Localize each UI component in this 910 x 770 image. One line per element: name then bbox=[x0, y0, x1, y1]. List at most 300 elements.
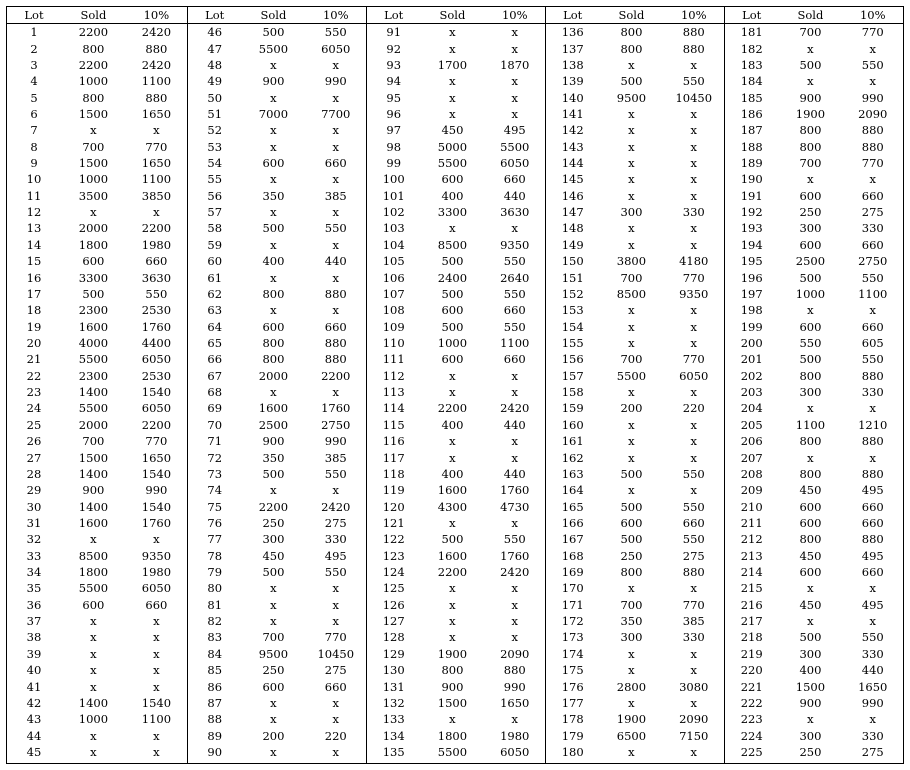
pct-cell: 880 bbox=[503, 663, 526, 678]
table-row bbox=[188, 678, 366, 694]
lot-cell: 46 bbox=[207, 25, 223, 40]
sold-cell: x bbox=[449, 368, 456, 383]
pct-cell: 2200 bbox=[141, 221, 172, 236]
lot-cell: 151 bbox=[561, 270, 584, 285]
table-row bbox=[188, 106, 366, 122]
table-row bbox=[188, 24, 366, 41]
lot-cell: 15 bbox=[26, 254, 42, 269]
table-row bbox=[725, 368, 903, 384]
lot-cell: 90 bbox=[207, 744, 223, 759]
sold-cell: x bbox=[270, 695, 277, 710]
sold-cell: x bbox=[628, 57, 635, 72]
table-row bbox=[367, 711, 545, 727]
lot-cell: 119 bbox=[382, 483, 405, 498]
table-row bbox=[7, 24, 187, 41]
lot-cell: 180 bbox=[561, 744, 584, 759]
table-row bbox=[546, 171, 724, 187]
pct-cell: 550 bbox=[324, 565, 347, 580]
lot-cell: 106 bbox=[382, 270, 405, 285]
sold-cell: x bbox=[449, 515, 456, 530]
pct-cell: 7150 bbox=[679, 728, 709, 743]
sold-cell: 250 bbox=[262, 663, 285, 678]
table-row bbox=[725, 122, 903, 138]
table-row bbox=[546, 318, 724, 334]
lot-cell: 27 bbox=[26, 450, 42, 465]
sold-cell: 500 bbox=[799, 630, 822, 645]
table-row bbox=[725, 73, 903, 89]
pct-cell: x bbox=[153, 630, 160, 645]
pct-cell: 440 bbox=[503, 417, 526, 432]
sold-cell: x bbox=[270, 385, 277, 400]
pct-cell: x bbox=[690, 156, 697, 171]
sold-cell: x bbox=[807, 712, 814, 727]
table-row bbox=[7, 89, 187, 105]
sold-cell: 2500 bbox=[795, 254, 826, 269]
pct-cell: x bbox=[690, 106, 697, 121]
table-row bbox=[7, 122, 187, 138]
sold-cell: 300 bbox=[620, 630, 643, 645]
table-row bbox=[188, 253, 366, 269]
sold-cell: 350 bbox=[262, 450, 285, 465]
pct-cell: 7700 bbox=[321, 106, 351, 121]
pct-cell: x bbox=[869, 614, 876, 629]
lot-cell: 169 bbox=[561, 565, 584, 580]
lot-cell: 203 bbox=[740, 385, 763, 400]
pct-cell: x bbox=[690, 663, 697, 678]
lot-cell: 133 bbox=[382, 712, 405, 727]
pct-header: 10% bbox=[484, 7, 545, 24]
table-row bbox=[7, 204, 187, 220]
lot-cell: 224 bbox=[740, 728, 763, 743]
pct-cell: x bbox=[690, 744, 697, 759]
lot-cell: 158 bbox=[561, 385, 584, 400]
table-row bbox=[546, 286, 724, 302]
lot-cell: 54 bbox=[207, 156, 223, 171]
sold-cell: 400 bbox=[262, 254, 285, 269]
sold-cell: 800 bbox=[262, 336, 285, 350]
pct-cell: x bbox=[332, 614, 339, 629]
sold-cell: 800 bbox=[799, 139, 822, 154]
lot-cell: 10 bbox=[26, 172, 42, 187]
sold-cell: x bbox=[449, 106, 456, 121]
sold-cell: x bbox=[270, 57, 277, 72]
lot-cell: 113 bbox=[382, 385, 405, 400]
table-row bbox=[7, 57, 187, 73]
pct-cell: 3630 bbox=[500, 205, 530, 220]
lot-cell: 100 bbox=[382, 172, 405, 187]
lot-cell: 98 bbox=[386, 139, 402, 154]
table-row bbox=[367, 24, 545, 41]
sold-cell: 600 bbox=[262, 679, 285, 694]
lot-table bbox=[725, 7, 903, 760]
table-row bbox=[725, 580, 903, 596]
pct-cell: x bbox=[332, 172, 339, 187]
lot-cell: 32 bbox=[26, 532, 42, 547]
lot-cell: 209 bbox=[740, 483, 763, 498]
sold-cell: x bbox=[807, 74, 814, 89]
table-row bbox=[546, 629, 724, 645]
table-row bbox=[725, 384, 903, 400]
pct-cell: 660 bbox=[503, 303, 526, 318]
pct-cell: 550 bbox=[503, 254, 526, 269]
lot-cell: 221 bbox=[740, 679, 763, 694]
pct-cell: x bbox=[690, 221, 697, 236]
pct-cell: 1650 bbox=[141, 450, 172, 465]
lot-cell: 201 bbox=[740, 352, 763, 367]
sold-cell: 700 bbox=[262, 630, 285, 645]
lot-cell: 147 bbox=[561, 205, 584, 220]
sold-cell: 300 bbox=[799, 385, 822, 400]
sold-cell: 800 bbox=[799, 532, 822, 547]
pct-cell: x bbox=[690, 385, 697, 400]
pct-cell: 880 bbox=[861, 123, 884, 138]
sold-cell: 500 bbox=[620, 74, 643, 89]
sold-cell: 600 bbox=[799, 237, 822, 252]
pct-cell: 770 bbox=[145, 139, 168, 154]
pct-cell: 660 bbox=[861, 499, 884, 514]
lot-cell: 187 bbox=[740, 123, 763, 138]
pct-cell: 1760 bbox=[500, 548, 530, 563]
sold-cell: x bbox=[807, 614, 814, 629]
table-row bbox=[725, 548, 903, 564]
lot-cell: 216 bbox=[740, 597, 763, 612]
sold-cell: x bbox=[628, 156, 635, 171]
lot-cell: 182 bbox=[740, 41, 763, 56]
pct-cell: 990 bbox=[861, 90, 884, 105]
sold-cell: 1500 bbox=[78, 450, 109, 465]
sold-cell: x bbox=[449, 385, 456, 400]
lot-cell: 112 bbox=[382, 368, 405, 383]
lot-cell: 193 bbox=[740, 221, 763, 236]
pct-cell: 880 bbox=[324, 352, 347, 367]
pct-cell: x bbox=[153, 663, 160, 678]
table-row bbox=[7, 646, 187, 662]
sold-cell: 1000 bbox=[795, 286, 826, 301]
sold-cell: 1900 bbox=[437, 646, 468, 661]
lot-cell: 108 bbox=[382, 303, 405, 318]
table-row bbox=[546, 220, 724, 236]
pct-cell: 9350 bbox=[141, 548, 172, 563]
pct-cell: x bbox=[869, 581, 876, 596]
sold-cell: 300 bbox=[799, 728, 822, 743]
sold-cell: 700 bbox=[82, 139, 105, 154]
sold-cell: x bbox=[270, 90, 277, 105]
pct-cell: 880 bbox=[682, 41, 705, 56]
pct-cell: x bbox=[690, 139, 697, 154]
table-row bbox=[7, 351, 187, 367]
lot-cell: 37 bbox=[26, 614, 42, 629]
pct-cell: 495 bbox=[503, 123, 526, 138]
sold-header: Sold bbox=[778, 7, 842, 24]
sold-cell: 800 bbox=[620, 565, 643, 580]
table-row bbox=[725, 106, 903, 122]
table-row bbox=[188, 188, 366, 204]
table-row bbox=[188, 597, 366, 613]
lot-cell: 78 bbox=[207, 548, 223, 563]
table-row bbox=[725, 662, 903, 678]
sold-cell: 5500 bbox=[78, 581, 109, 596]
table-row bbox=[367, 237, 545, 253]
table-row bbox=[188, 580, 366, 596]
lot-cell: 82 bbox=[207, 614, 223, 629]
lot-cell: 9 bbox=[30, 156, 38, 171]
table-row bbox=[188, 204, 366, 220]
pct-cell: x bbox=[153, 744, 160, 759]
sold-cell: x bbox=[270, 581, 277, 596]
table-row bbox=[188, 646, 366, 662]
pct-cell: 990 bbox=[503, 679, 526, 694]
sold-cell: 900 bbox=[441, 679, 464, 694]
lot-cell: 204 bbox=[740, 401, 763, 416]
sold-cell: 500 bbox=[262, 565, 285, 580]
table-row bbox=[367, 155, 545, 171]
pct-cell: 6050 bbox=[321, 41, 351, 56]
pct-cell: 1100 bbox=[141, 712, 172, 727]
table-row bbox=[546, 40, 724, 56]
sold-cell: 800 bbox=[799, 434, 822, 449]
lot-cell: 84 bbox=[207, 646, 223, 661]
lot-cell: 24 bbox=[26, 401, 42, 416]
sold-cell: 900 bbox=[82, 483, 105, 498]
table-row bbox=[367, 498, 545, 514]
sold-cell: 200 bbox=[620, 401, 643, 416]
pct-cell: 550 bbox=[682, 74, 705, 89]
table-row bbox=[188, 564, 366, 580]
sold-cell: 500 bbox=[82, 286, 105, 301]
sold-cell: 2000 bbox=[78, 417, 109, 432]
pct-cell: x bbox=[332, 581, 339, 596]
sold-cell: 1800 bbox=[437, 728, 468, 743]
sold-cell: 3800 bbox=[616, 254, 647, 269]
lot-cell: 38 bbox=[26, 630, 42, 645]
lot-cell: 101 bbox=[382, 188, 405, 203]
lot-cell: 61 bbox=[207, 270, 223, 285]
table-row bbox=[546, 449, 724, 465]
pct-cell: 2090 bbox=[500, 646, 530, 661]
pct-cell: x bbox=[869, 450, 876, 465]
table-row bbox=[725, 466, 903, 482]
sold-cell: 5500 bbox=[437, 156, 468, 171]
pct-cell: x bbox=[690, 417, 697, 432]
lot-cell: 219 bbox=[740, 646, 763, 661]
pct-cell: x bbox=[511, 515, 518, 530]
pct-cell: 6050 bbox=[679, 368, 709, 383]
sold-cell: 6500 bbox=[616, 728, 647, 743]
pct-cell: 880 bbox=[682, 25, 705, 40]
table-row bbox=[546, 204, 724, 220]
table-row bbox=[725, 400, 903, 416]
table-row bbox=[188, 498, 366, 514]
lot-cell: 157 bbox=[561, 368, 584, 383]
table-row bbox=[546, 433, 724, 449]
pct-cell: 880 bbox=[324, 286, 347, 301]
sold-cell: 1000 bbox=[78, 74, 109, 89]
pct-cell: 2640 bbox=[500, 270, 530, 285]
sold-cell: 2500 bbox=[258, 417, 289, 432]
pct-cell: x bbox=[332, 205, 339, 220]
sold-cell: 500 bbox=[799, 270, 822, 285]
pct-cell: 880 bbox=[861, 139, 884, 154]
lot-cell: 167 bbox=[561, 532, 584, 547]
table-row bbox=[725, 695, 903, 711]
pct-cell: 550 bbox=[145, 286, 168, 301]
pct-cell: 770 bbox=[145, 434, 168, 449]
pct-cell: x bbox=[690, 434, 697, 449]
sold-cell: 600 bbox=[799, 188, 822, 203]
lot-cell: 207 bbox=[740, 450, 763, 465]
lot-cell: 135 bbox=[382, 744, 405, 759]
sold-cell: 250 bbox=[799, 744, 822, 759]
table-row bbox=[367, 57, 545, 73]
pct-cell: 9350 bbox=[679, 286, 709, 301]
pct-cell: 880 bbox=[682, 565, 705, 580]
lot-cell: 96 bbox=[386, 106, 402, 121]
pct-header: 10% bbox=[126, 7, 187, 24]
table-row bbox=[7, 384, 187, 400]
lot-cell: 95 bbox=[386, 90, 402, 105]
pct-cell: 2750 bbox=[858, 254, 888, 269]
table-row bbox=[725, 155, 903, 171]
sold-cell: 500 bbox=[799, 352, 822, 367]
table-row bbox=[367, 727, 545, 743]
pct-cell: 495 bbox=[324, 548, 347, 563]
pct-cell: 2420 bbox=[141, 57, 172, 72]
pct-cell: 550 bbox=[503, 286, 526, 301]
lot-cell: 45 bbox=[26, 744, 42, 759]
sold-cell: 500 bbox=[441, 532, 464, 547]
pct-cell: 385 bbox=[324, 188, 347, 203]
sold-cell: 800 bbox=[82, 90, 105, 105]
sold-cell: 800 bbox=[799, 466, 822, 481]
table-row bbox=[7, 318, 187, 334]
lot-cell: 196 bbox=[740, 270, 763, 285]
sold-cell: 8500 bbox=[616, 286, 647, 301]
lot-cell: 83 bbox=[207, 630, 223, 645]
sold-cell: 1100 bbox=[795, 417, 826, 432]
table-row bbox=[367, 449, 545, 465]
lot-header: Lot bbox=[367, 7, 420, 24]
pct-cell: x bbox=[511, 581, 518, 596]
pct-cell: x bbox=[511, 106, 518, 121]
table-row bbox=[725, 417, 903, 433]
pct-cell: 1540 bbox=[141, 466, 172, 481]
lot-cell: 76 bbox=[207, 515, 223, 530]
lot-cell: 34 bbox=[26, 565, 42, 580]
lot-cell: 127 bbox=[382, 614, 405, 629]
lot-cell: 69 bbox=[207, 401, 223, 416]
pct-cell: 275 bbox=[861, 744, 884, 759]
sold-cell: 5500 bbox=[78, 352, 109, 367]
pct-cell: 1650 bbox=[141, 156, 172, 171]
pct-cell: 2200 bbox=[321, 368, 351, 383]
pct-cell: x bbox=[690, 695, 697, 710]
sold-cell: 1000 bbox=[437, 336, 468, 350]
sold-cell: 1700 bbox=[437, 57, 468, 72]
table-row bbox=[7, 302, 187, 318]
table-row bbox=[7, 466, 187, 482]
table-row bbox=[546, 711, 724, 727]
pct-cell: x bbox=[690, 172, 697, 187]
table-row bbox=[7, 433, 187, 449]
table-row bbox=[367, 220, 545, 236]
table-row bbox=[188, 613, 366, 629]
sold-cell: x bbox=[449, 614, 456, 629]
sold-cell: x bbox=[628, 450, 635, 465]
lot-cell: 26 bbox=[26, 434, 42, 449]
pct-cell: 770 bbox=[682, 597, 705, 612]
pct-cell: x bbox=[153, 679, 160, 694]
pct-cell: x bbox=[153, 614, 160, 629]
lot-cell: 30 bbox=[26, 499, 42, 514]
lot-cell: 130 bbox=[382, 663, 405, 678]
lot-cell: 40 bbox=[26, 663, 42, 678]
pct-cell: x bbox=[332, 270, 339, 285]
pct-cell: x bbox=[511, 630, 518, 645]
table-row bbox=[367, 417, 545, 433]
lot-cell: 67 bbox=[207, 368, 223, 383]
sold-cell: x bbox=[807, 303, 814, 318]
table-row bbox=[725, 89, 903, 105]
lot-cell: 55 bbox=[207, 172, 223, 187]
pct-cell: x bbox=[511, 597, 518, 612]
lot-cell: 198 bbox=[740, 303, 763, 318]
lot-cell: 79 bbox=[207, 565, 223, 580]
lot-cell: 109 bbox=[382, 319, 405, 334]
sold-cell: x bbox=[628, 303, 635, 318]
lot-cell: 165 bbox=[561, 499, 584, 514]
table-row bbox=[7, 237, 187, 253]
table-row bbox=[367, 188, 545, 204]
pct-cell: 2420 bbox=[141, 25, 172, 40]
sold-cell: 1900 bbox=[795, 106, 826, 121]
sold-cell: 350 bbox=[262, 188, 285, 203]
sold-cell: 900 bbox=[799, 90, 822, 105]
pct-cell: x bbox=[332, 385, 339, 400]
sold-cell: x bbox=[628, 106, 635, 121]
lot-cell: 174 bbox=[561, 646, 584, 661]
sold-cell: x bbox=[628, 172, 635, 187]
table-row bbox=[188, 531, 366, 547]
sold-cell: 450 bbox=[799, 548, 822, 563]
pct-cell: 1100 bbox=[500, 336, 530, 350]
table-row bbox=[546, 548, 724, 564]
pct-cell: x bbox=[153, 532, 160, 547]
lot-cell: 212 bbox=[740, 532, 763, 547]
table-row bbox=[546, 597, 724, 613]
sold-cell: x bbox=[270, 205, 277, 220]
pct-header: 10% bbox=[305, 7, 366, 24]
sold-cell: 1600 bbox=[437, 548, 468, 563]
table-row bbox=[725, 40, 903, 56]
lot-cell: 161 bbox=[561, 434, 584, 449]
lot-cell: 64 bbox=[207, 319, 223, 334]
sold-cell: 5500 bbox=[437, 744, 468, 759]
sold-cell: 7000 bbox=[258, 106, 289, 121]
lot-cell: 44 bbox=[26, 728, 42, 743]
pct-cell: 660 bbox=[861, 319, 884, 334]
table-row bbox=[367, 40, 545, 56]
sold-cell: 300 bbox=[799, 221, 822, 236]
pct-cell: 550 bbox=[861, 352, 884, 367]
pct-cell: x bbox=[153, 123, 160, 138]
lot-table bbox=[367, 7, 545, 760]
sold-cell: 1800 bbox=[78, 237, 109, 252]
table-row bbox=[188, 286, 366, 302]
pct-cell: 440 bbox=[503, 466, 526, 481]
sold-cell: x bbox=[807, 450, 814, 465]
table-row bbox=[725, 629, 903, 645]
pct-cell: 2090 bbox=[679, 712, 709, 727]
